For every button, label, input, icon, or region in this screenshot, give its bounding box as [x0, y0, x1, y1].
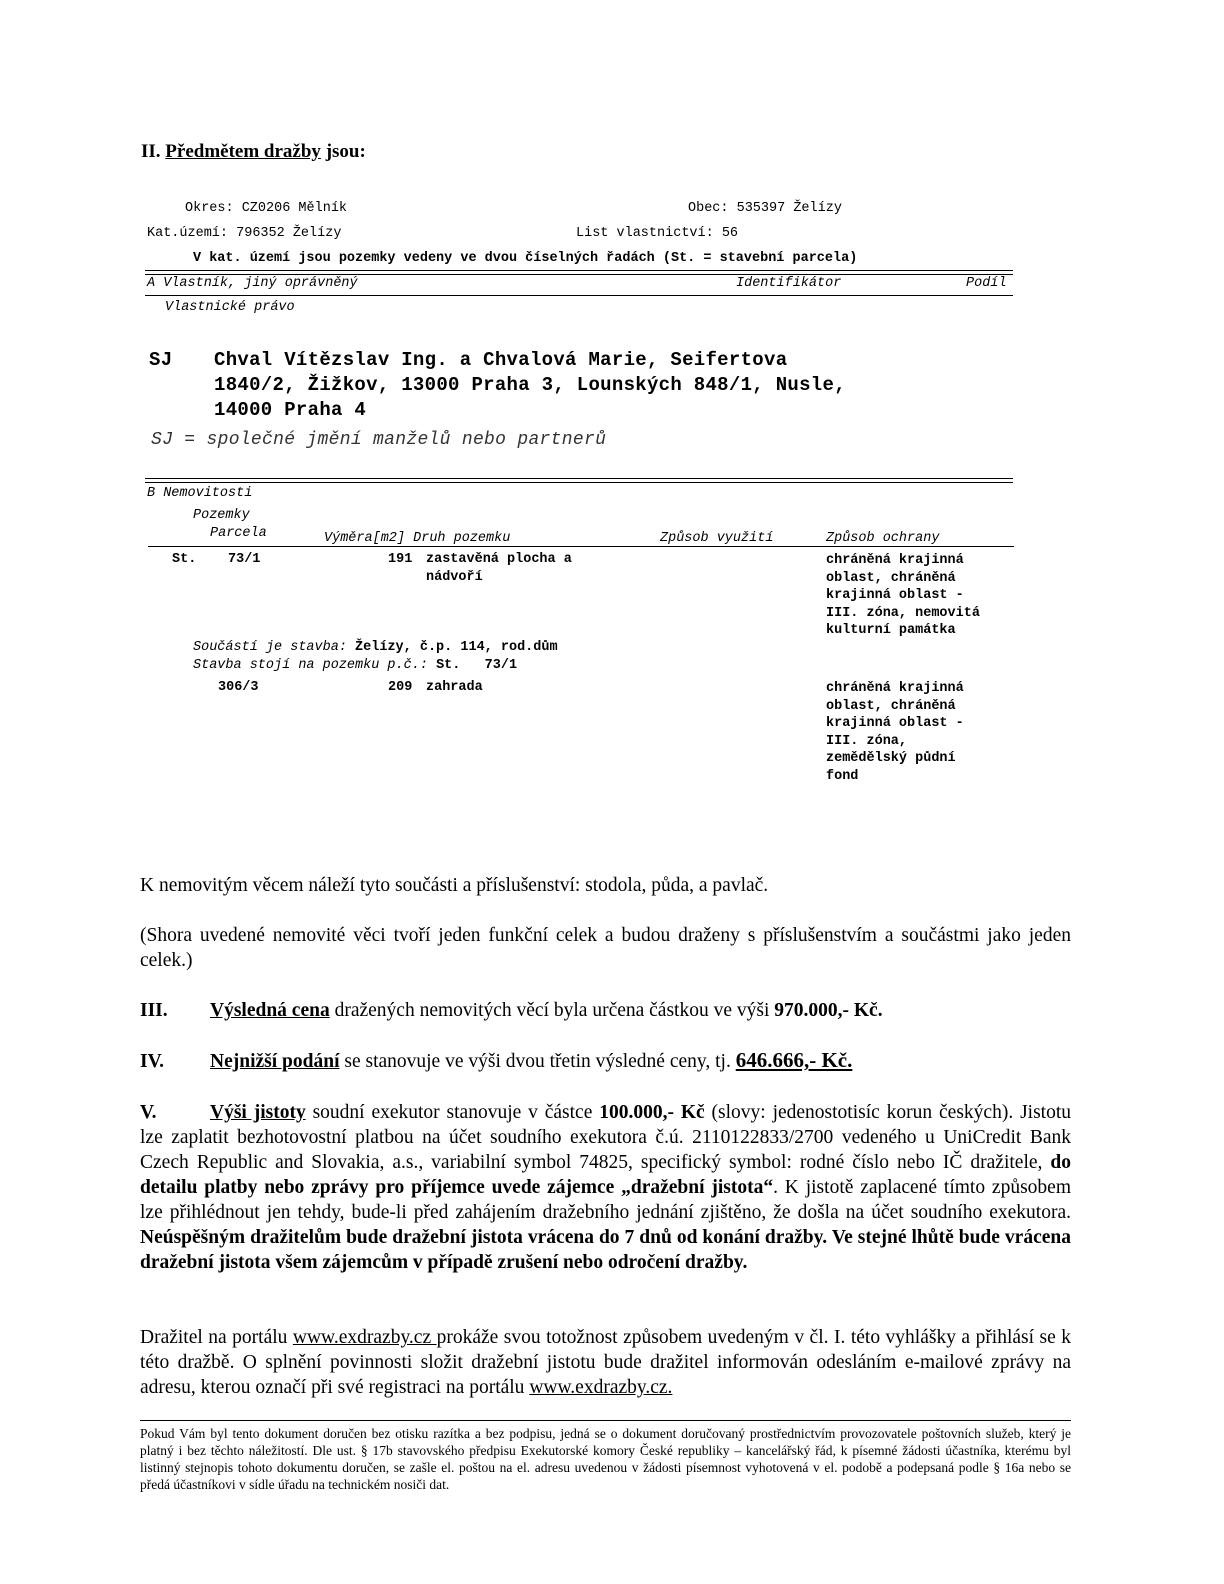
section-5-title: Výši jistoty — [210, 1102, 306, 1123]
section-2-title: Předmětem dražby — [165, 141, 321, 162]
lv-parcel-area: 209 — [388, 680, 413, 695]
lv-parcel-druh: zastavěná plocha a — [426, 552, 572, 567]
lv-divider-b2 — [148, 546, 1014, 547]
lv-katuzemi: Kat.území: 796352 Želízy — [147, 226, 342, 241]
lv-sj-note: SJ = společné jmění manželů nebo partnerů — [151, 430, 607, 450]
lv-col-vymera-druh: Výměra[m2] Druh pozemku — [324, 531, 511, 546]
lv-parcel-number: 73/1 — [228, 552, 261, 567]
paragraph-portal — [140, 1325, 1071, 1400]
lv-col-zpusob-ochrany: Způsob ochrany — [826, 531, 940, 546]
portal-text-b: prokáže svou totožnost způsobem uvedeným v čl. I. této vyhlášky a přihlásí se k této dražbě. O splnění povinnosti složit dražební jistotu bude dražitel informován odesláním e-mailové zprávy na adresu, kterou označí při své registraci na portálu — [140, 1327, 1072, 1398]
lv-col-zpusob-vyuziti: Způsob využití — [660, 531, 774, 546]
section-3 — [140, 998, 1071, 1023]
lv-owner-line3: 14000 Praha 4 — [214, 399, 367, 421]
footer-note: Pokud Vám byl tento dokument doručen bez otisku razítka a bez podpisu, jedná se o dokument doručovaný prostřednictvím provozovatele poštovních služeb, který je platný i bez těchto náležitostí. Dle ust. § 17b stavovského předpisu Exekutorské komory České republiky – kancelářský řád, k písemné žádosti účastníka, kterému byl listinný stejnopis tohoto dokumentu doručen, se zašle el. poštou na el. adresu uvedenou v žádosti písemnost vyhotovená v el. podobě a podepsaná podle § 16a nebo se předá účastníkovi v sídle úřadu na technickém nosiči dat. — [140, 1426, 1071, 1492]
lv-divider-a — [145, 270, 1013, 275]
lv-list-vlastnictvi: List vlastnictví: 56 — [576, 226, 739, 241]
section-5-amount: 100.000,- Kč — [599, 1102, 705, 1123]
section-2-heading — [141, 141, 366, 163]
section-3-amount: 970.000,- Kč. — [774, 1000, 883, 1021]
section-4-title: Nejnižší podání — [210, 1051, 340, 1072]
lv-okres: Okres: CZ0206 Mělník — [185, 201, 348, 216]
section-5-text-b: (slovy: jedenostotisíc korun českých). Jistotu lze zaplatit bezhotovostní platbou na účet soudního exekutora č.ú. 2110122833/2700 vedeného u UniCredit Bank Czech Republic and Slovakia, a.s., variabilní symbol 74825, specifický symbol: rodné číslo nebo IČ dražitele, — [140, 1102, 1071, 1173]
lv-stavba-stoji — [193, 658, 517, 673]
portal-link[interactable]: www.exdrazby.cz — [292, 1327, 437, 1348]
lv-parcel-area: 191 — [388, 552, 413, 567]
section-5-number: V. — [140, 1102, 157, 1123]
lv-col-parcela: Parcela — [210, 526, 267, 541]
paragraph-celek-text: (Shora uvedené nemovité věci tvoří jeden funkční celek a budou draženy s příslušenstvím a součástmi jako jeden celek.) — [140, 925, 1071, 971]
lv-parcel-st: St. — [172, 552, 197, 567]
section-5-bold-2: Neúspěšným dražitelům bude dražební jistota vrácena do 7 dnů od konání dražby. Ve stejné lhůtě bude vrácena dražební jistota všem zájemcům v případě zrušení nebo odročení dražby. — [140, 1227, 1071, 1273]
section-5 — [140, 1100, 1071, 1275]
section-4-text: se stanovuje ve výši dvou třetin výsledné ceny, tj. — [339, 1051, 736, 1072]
lv-parcel-ochrana — [826, 552, 980, 640]
portal-text-a: Dražitel na portálu — [140, 1327, 293, 1348]
portal-link[interactable]: www.exdrazby.cz. — [529, 1377, 673, 1398]
lv-ochrana-line: krajinná oblast - — [826, 588, 964, 603]
lv-ochrana-line: chráněná krajinná — [826, 681, 964, 696]
lv-soucasti — [193, 640, 558, 655]
lv-obec: Obec: 535397 Želízy — [688, 201, 842, 216]
section-4-amount: 646.666,- Kč. — [735, 1048, 853, 1072]
lv-ochrana-line: krajinná oblast - — [826, 716, 964, 731]
section-2-rest: jsou: — [325, 141, 366, 162]
lv-parcel-druh-2: nádvoří — [426, 570, 483, 585]
lv-ochrana-line: zemědělský půdní — [826, 751, 956, 766]
lv-ochrana-line: III. zóna, — [826, 733, 908, 749]
section-5-text-a: soudní exekutor stanovuje v částce — [305, 1102, 600, 1123]
lv-soucasti-value: Želízy, č.p. 114, rod.dům — [355, 640, 558, 655]
lv-owner-line2: 1840/2, Žižkov, 13000 Praha 3, Lounských 848/1, Nusle, — [214, 374, 846, 396]
lv-pozemky: Pozemky — [193, 508, 250, 523]
lv-parcel-ochrana — [826, 680, 964, 785]
lv-header-identifikator: Identifikátor — [736, 276, 842, 291]
paragraph-celek — [140, 923, 1071, 973]
lv-ochrana-line: kulturní památka — [826, 623, 956, 638]
scan-artifact-dots — [148, 180, 948, 184]
lv-ochrana-line: chráněná krajinná — [826, 553, 964, 568]
lv-ochrana-line: oblast, chráněná — [826, 570, 956, 586]
section-3-number: III. — [140, 1000, 168, 1021]
lv-stoji-value: St. 73/1 — [436, 658, 518, 673]
section-3-title: Výsledná cena — [210, 1000, 330, 1021]
section-2-number: II. — [141, 141, 161, 162]
lv-header-b: B Nemovitosti — [147, 486, 253, 501]
footer-divider — [140, 1420, 1071, 1421]
lv-ochrana-line: oblast, chráněná — [826, 698, 956, 714]
paragraph-soucasti — [140, 873, 1071, 898]
lv-soucasti-label: Součástí je stavba: — [193, 640, 347, 655]
lv-divider-b — [145, 478, 1013, 483]
section-5-bold-1: do detailu platby nebo zprávy pro příjemce uvede zájemce „dražební jistota“ — [140, 1152, 1071, 1198]
section-5-text-c: . K jistotě zaplacené tímto způsobem lze přihlédnout jen tehdy, bude-li před zahájením dražebního jednání zjištěno, že došla na účet soudního exekutora. — [140, 1177, 1071, 1223]
paragraph-soucasti-text: K nemovitým věcem náleží tyto součásti a příslušenství: stodola, půda, a pavlač. — [140, 875, 769, 896]
lv-ochrana-line: fond — [826, 768, 859, 784]
lv-stoji-label: Stavba stojí na pozemku p.č.: — [193, 658, 428, 673]
lv-rady-note: V kat. území jsou pozemky vedeny ve dvou číselných řadách (St. = stavební parcela) — [193, 251, 858, 266]
lv-header-podil: Podíl — [966, 276, 1007, 291]
lv-vlastnicke-pravo: Vlastnické právo — [165, 300, 295, 315]
section-4-number: IV. — [140, 1051, 165, 1072]
lv-owner-line1: Chval Vítězslav Ing. a Chvalová Marie, Seifertova — [214, 349, 788, 371]
lv-header-a: A Vlastník, jiný oprávněný — [147, 276, 358, 291]
lv-divider-a2 — [145, 295, 1013, 296]
lv-parcel-druh: zahrada — [426, 680, 483, 695]
lv-parcel-number: 306/3 — [218, 680, 259, 695]
section-4 — [140, 1048, 1071, 1074]
lv-sj: SJ — [149, 349, 173, 371]
section-3-text: dražených nemovitých věcí byla určena částkou ve výši — [329, 1000, 775, 1021]
lv-ochrana-line: III. zóna, nemovitá — [826, 605, 980, 621]
